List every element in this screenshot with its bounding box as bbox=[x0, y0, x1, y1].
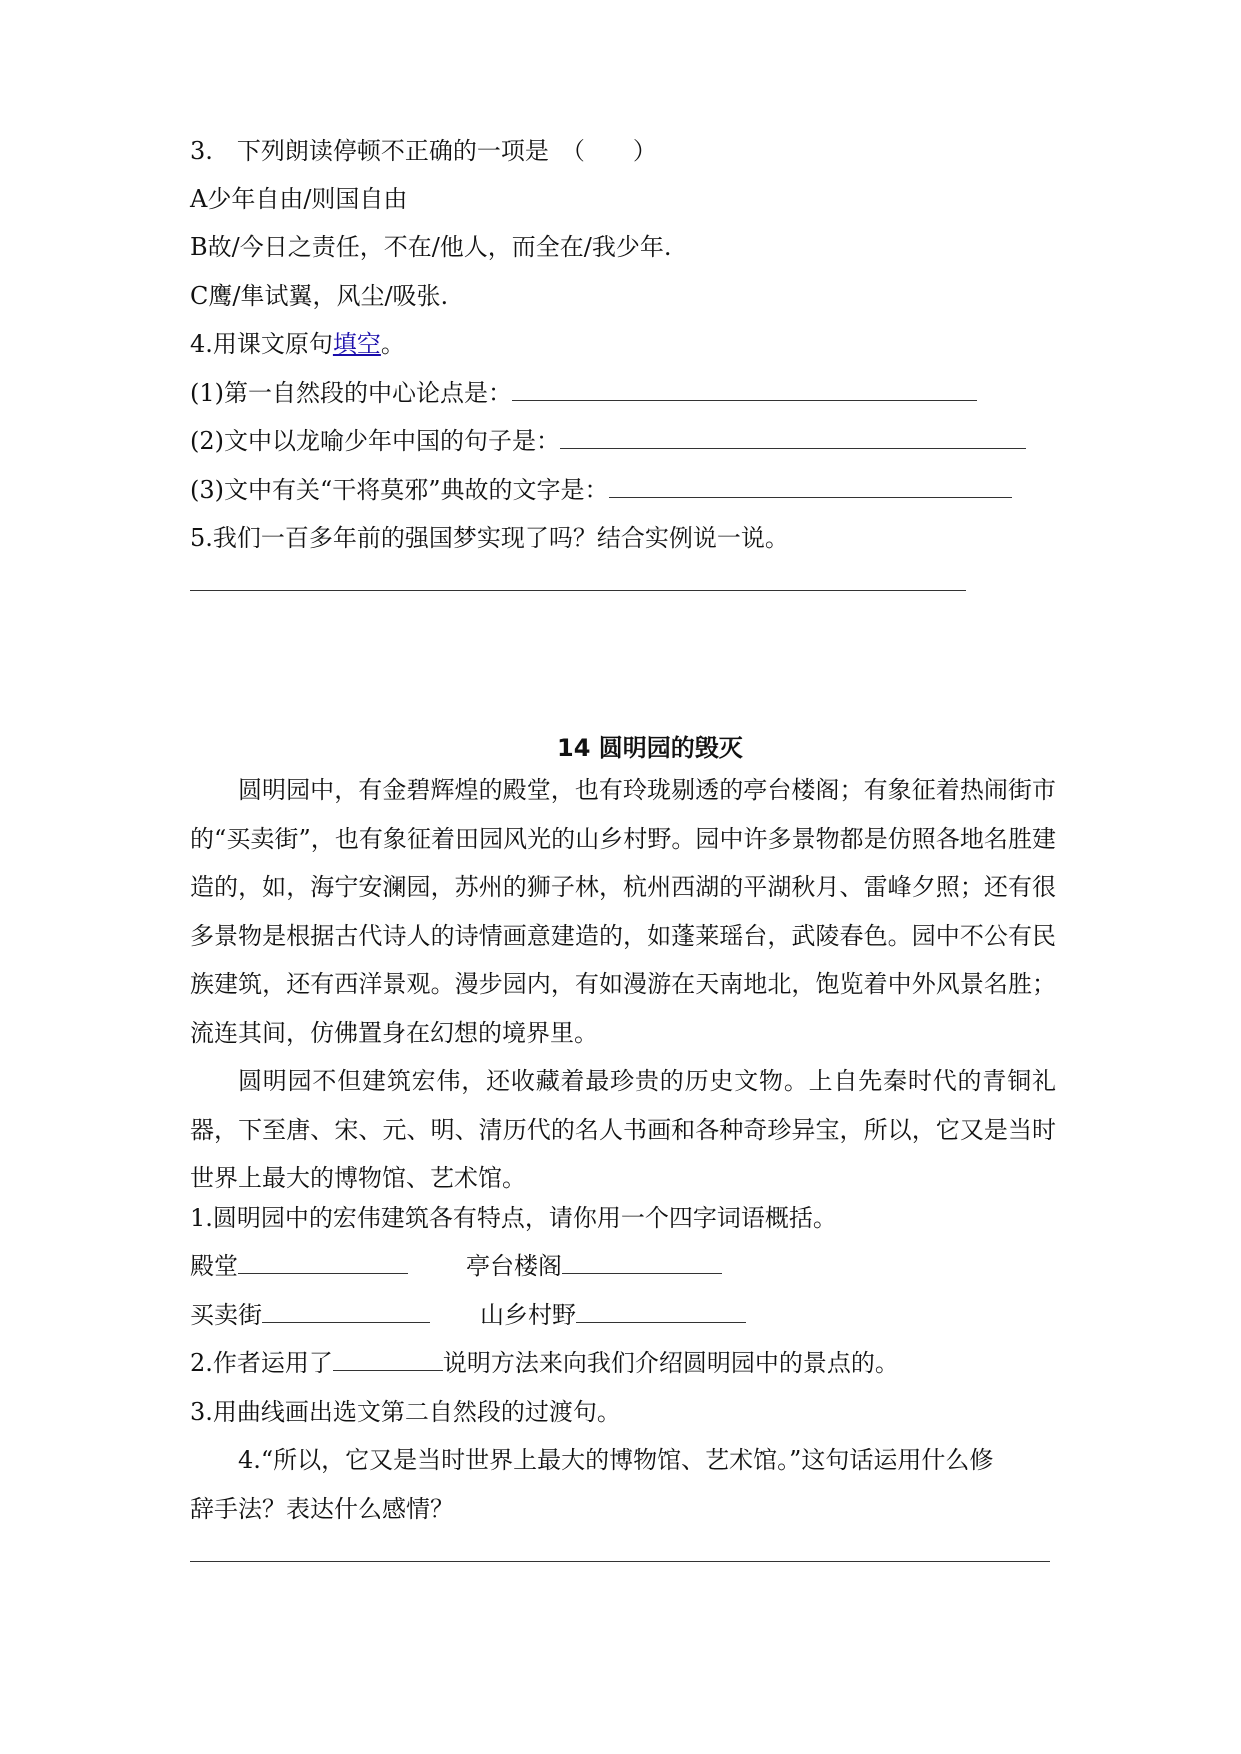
q5-answer-line[interactable] bbox=[190, 590, 966, 591]
q4-sub3-label: (3)文中有关“干将莫邪”典故的文字是： bbox=[190, 476, 609, 504]
q1-item-hall: 殿堂 bbox=[190, 1252, 238, 1280]
q3-option-c: C鹰/隼试翼，风尘/吸张. bbox=[190, 282, 449, 310]
q4-sub1 bbox=[190, 378, 977, 408]
q4-sub1-label: (1)第一自然段的中心论点是： bbox=[190, 379, 512, 407]
q1-item-market: 买卖街 bbox=[190, 1301, 262, 1329]
q4-sub2-label: (2)文中以龙喻少年中国的句子是： bbox=[190, 427, 560, 455]
q1-answer-row-2 bbox=[190, 1300, 430, 1330]
q2-prefix: 2.作者运用了 bbox=[190, 1349, 333, 1377]
q3-stem: 3. 下列朗读停顿不正确的一项是 （ ） bbox=[190, 137, 657, 165]
q1-answer-row-1b bbox=[466, 1251, 722, 1281]
section-q2 bbox=[190, 1348, 899, 1378]
q1-market-blank[interactable] bbox=[262, 1302, 430, 1323]
q4-sub1-answer-blank[interactable] bbox=[512, 380, 977, 401]
q4-sub2-answer-blank[interactable] bbox=[560, 428, 1026, 449]
q1-item-pavilion: 亭台楼阁 bbox=[466, 1252, 562, 1280]
passage-paragraph-1: 圆明园中，有金碧辉煌的殿堂，也有玲珑剔透的亭台楼阁；有象征着热闹街市的“买卖街”，也有象征着田园风光的山乡村野。园中许多景物都是仿照各地名胜建造的，如，海宁安澜园，苏州的狮子林，杭州西湖的平湖秋月、雷峰夕照；还有很多景物是根据古代诗人的诗情画意建造的，如蓬莱瑶台，武陵春色。园中不公有民族建筑，还有西洋景观。漫步园内，有如漫游在天南地北，饱览着中外风景名胜；流连其间，仿佛置身在幻想的境界里。 bbox=[190, 776, 1056, 1047]
section-title: 14 圆明园的毁灭 bbox=[557, 734, 743, 762]
q1-village-blank[interactable] bbox=[576, 1302, 746, 1323]
q1-hall-blank[interactable] bbox=[238, 1253, 408, 1274]
q4-stem bbox=[190, 329, 405, 359]
section-q3: 3.用曲线画出选文第二自然段的过渡句。 bbox=[190, 1398, 621, 1426]
q4-sub3-answer-blank[interactable] bbox=[609, 477, 1012, 498]
passage-paragraph-2: 圆明园不但建筑宏伟，还收藏着最珍贵的历史文物。上自先秦时代的青铜礼器，下至唐、宋、元、明、清历代的名人书画和各种奇珍异宝，所以，它又是当时世界上最大的博物馆、艺术馆。 bbox=[190, 1067, 1056, 1192]
q5-stem: 5.我们一百多年前的强国梦实现了吗？结合实例说一说。 bbox=[190, 524, 789, 552]
section-q1-stem: 1.圆明园中的宏伟建筑各有特点，请你用一个四字词语概括。 bbox=[190, 1204, 837, 1232]
q4-prefix: 4.用课文原句 bbox=[190, 330, 333, 358]
q4-suffix: 。 bbox=[380, 330, 405, 358]
fill-in-link[interactable]: 填空 bbox=[332, 330, 381, 358]
q1-answer-row-1 bbox=[190, 1251, 408, 1281]
section-q4-line2: 辞手法？表达什么感情？ bbox=[190, 1495, 454, 1523]
q1-pavilion-blank[interactable] bbox=[562, 1253, 722, 1274]
q2-suffix: 说明方法来向我们介绍圆明园中的景点的。 bbox=[442, 1349, 899, 1377]
q3-option-a: A少年自由/则国自由 bbox=[190, 185, 408, 213]
q4-sub3 bbox=[190, 475, 1012, 505]
section-q4-line1: 4.“所以，它又是当时世界上最大的博物馆、艺术馆。”这句话运用什么修 bbox=[238, 1446, 994, 1474]
q4-answer-line[interactable] bbox=[190, 1561, 1050, 1562]
q2-method-blank[interactable] bbox=[333, 1350, 443, 1371]
q1-item-village: 山乡村野 bbox=[480, 1301, 576, 1329]
q3-option-b: B故/今日之责任，不在/他人，而全在/我少年. bbox=[190, 233, 672, 261]
q4-sub2 bbox=[190, 426, 1026, 456]
q1-answer-row-2b bbox=[480, 1300, 746, 1330]
